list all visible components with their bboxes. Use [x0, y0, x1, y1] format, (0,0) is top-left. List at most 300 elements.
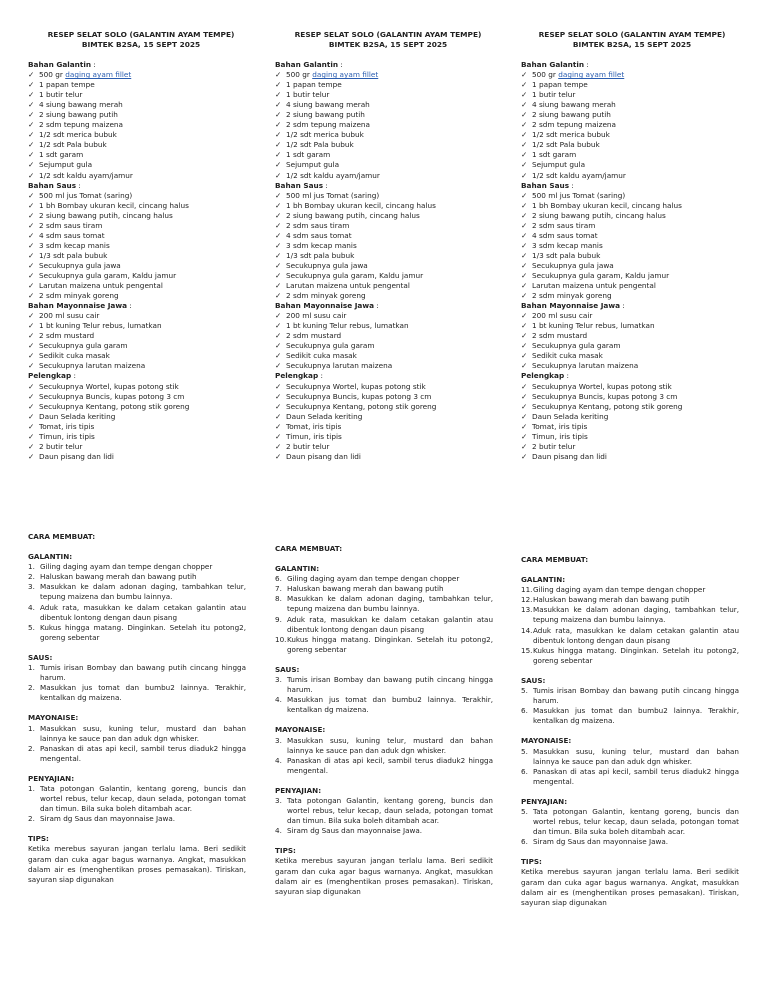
galantin-ingredient-item — [28, 100, 254, 110]
checkmark-icon: ✓ — [28, 291, 35, 301]
galantin-ingredient-item-text: 1 papan tempe — [39, 80, 95, 90]
checkmark-icon: ✓ — [28, 361, 35, 371]
galantin-ingredient-item-text: 1/2 sdt merica bubuk — [532, 130, 610, 140]
galantin-ingredient-item — [521, 130, 743, 140]
step-number: 15. — [521, 645, 533, 655]
galantin-ingredient-item — [521, 140, 743, 150]
pelengkap-ingredient-item — [521, 392, 743, 402]
galantin-ingredient-item-link[interactable]: daging ayam fillet — [558, 70, 625, 80]
galantin-ingredient-item-text: 1 sdt garam — [286, 150, 331, 160]
galantin-ingredient-item — [521, 70, 743, 80]
recipe-subtitle: BIMTEK B2SA, 15 SEPT 2025 — [328, 40, 448, 49]
recipe-method-column — [521, 555, 739, 908]
mayonaise-header: MAYONAISE: — [28, 713, 79, 723]
galantin-ingredient-item-text: 1/2 sdt Pala bubuk — [532, 140, 600, 150]
checkmark-icon: ✓ — [28, 80, 35, 90]
galantin-ingredient-item-text: 1 sdt garam — [39, 150, 84, 160]
galantin-ingredient-item — [275, 130, 501, 140]
checkmark-icon: ✓ — [28, 160, 35, 170]
galantin-ingredient-item-text: 2 sdm tepung maizena — [286, 120, 371, 130]
pelengkap-ingredient-item — [28, 432, 254, 442]
galantin-ingredient-item — [275, 70, 501, 80]
spacer — [28, 764, 246, 774]
galantin-step-text: Masukkan ke dalam adonan daging, tambahkan telur, tepung maizena dan bumbu lainnya. — [40, 582, 246, 602]
checkmark-icon: ✓ — [28, 110, 35, 120]
penyajian-header: PENYAJIAN: — [521, 796, 568, 806]
mayonaise-header: MAYONAISE: — [275, 725, 326, 735]
checkmark-icon: ✓ — [28, 120, 35, 130]
mayo-ingredient-item-text: 1 bt kuning Telur rebus, lumatkan — [532, 321, 655, 331]
saus-ingredient-header-text: Bahan Saus — [28, 180, 77, 190]
step-number: 1. — [28, 783, 35, 793]
checkmark-icon: ✓ — [521, 220, 528, 230]
checkmark-icon: ✓ — [28, 210, 35, 220]
saus-ingredient-item-text: 2 sdm minyak goreng — [532, 291, 612, 301]
checkmark-icon: ✓ — [28, 311, 35, 321]
pelengkap-ingredient-item-text: Daun pisang dan lidi — [39, 451, 114, 461]
saus-ingredient-item-text: 500 ml jus Tomat (saring) — [532, 190, 626, 200]
spacer — [275, 554, 493, 564]
saus-ingredient-item-text: 4 sdm saus tomat — [532, 230, 598, 240]
saus-ingredient-item — [521, 261, 743, 271]
checkmark-icon: ✓ — [275, 391, 282, 401]
checkmark-icon: ✓ — [275, 381, 282, 391]
step-number: 4. — [275, 755, 282, 765]
checkmark-icon: ✓ — [521, 240, 528, 250]
mayo-ingredient-header-colon: : — [374, 301, 379, 311]
pelengkap-ingredient-item — [28, 392, 254, 402]
mayonaise-step-text: Panaskan di atas api kecil, sambil terus diaduk2 hingga mengental. — [287, 755, 493, 775]
recipe-subtitle: BIMTEK B2SA, 15 SEPT 2025 — [572, 40, 692, 49]
mayonaise-step-text: Panaskan di atas api kecil, sambil terus diaduk2 hingga mengental. — [40, 743, 246, 763]
saus-ingredient-item — [275, 191, 501, 201]
checkmark-icon: ✓ — [275, 421, 282, 431]
galantin-header: GALANTIN: — [28, 552, 73, 562]
checkmark-icon: ✓ — [521, 351, 528, 361]
mayo-ingredient-item — [275, 361, 501, 371]
step-number: 3. — [275, 675, 282, 685]
pelengkap-ingredient-item-text: Secukupnya Kentang, potong stik goreng — [532, 401, 683, 411]
saus-ingredient-item — [521, 251, 743, 261]
penyajian-step — [521, 837, 739, 847]
mayo-ingredient-item — [28, 341, 254, 351]
checkmark-icon: ✓ — [521, 230, 528, 240]
saus-ingredient-header — [521, 181, 743, 191]
saus-header: SAUS: — [275, 664, 300, 674]
saus-ingredient-item-text: Larutan maizena untuk pengental — [39, 281, 163, 291]
mayo-ingredient-item-text: Secukupnya larutan maizena — [286, 361, 393, 371]
galantin-step — [28, 623, 246, 643]
galantin-ingredient-item — [28, 130, 254, 140]
galantin-ingredient-header — [28, 60, 254, 70]
galantin-step-text: Aduk rata, masukkan ke dalam cetakan galantin atau dibentuk lontong dengan daun pisang — [533, 625, 739, 645]
saus-ingredient-header-colon: : — [569, 180, 574, 190]
saus-header: SAUS: — [521, 675, 546, 685]
galantin-step — [275, 615, 493, 635]
galantin-step-text: Giling daging ayam dan tempe dengan chopper — [533, 585, 706, 595]
checkmark-icon: ✓ — [28, 351, 35, 361]
checkmark-icon: ✓ — [275, 431, 282, 441]
checkmark-icon: ✓ — [275, 291, 282, 301]
galantin-ingredient-item — [275, 110, 501, 120]
checkmark-icon: ✓ — [28, 260, 35, 270]
checkmark-icon: ✓ — [28, 381, 35, 391]
recipe-title: RESEP SELAT SOLO (GALANTIN AYAM TEMPE) — [294, 30, 482, 39]
galantin-ingredient-item — [521, 150, 743, 160]
step-number: 2. — [28, 743, 35, 753]
pelengkap-ingredient-item-text: Timun, iris tipis — [286, 431, 342, 441]
saus-ingredient-item-text: 2 siung bawang putih, cincang halus — [39, 210, 173, 220]
galantin-step — [28, 562, 246, 572]
checkmark-icon: ✓ — [28, 331, 35, 341]
pelengkap-ingredient-item-text: Secukupnya Wortel, kupas potong stik — [532, 381, 672, 391]
pelengkap-ingredient-item — [521, 452, 743, 462]
mayo-ingredient-item — [521, 321, 743, 331]
checkmark-icon: ✓ — [28, 100, 35, 110]
saus-ingredient-header-text: Bahan Saus — [275, 180, 324, 190]
checkmark-icon: ✓ — [275, 230, 282, 240]
mayo-ingredient-item-text: 2 sdm mustard — [39, 331, 95, 341]
saus-ingredient-item-text: 3 sdm kecap manis — [39, 240, 110, 250]
saus-ingredient-item-text: 1 bh Bombay ukuran kecil, cincang halus — [39, 200, 189, 210]
tips-header: TIPS: — [275, 846, 296, 856]
checkmark-icon: ✓ — [28, 391, 35, 401]
galantin-ingredient-item — [275, 171, 501, 181]
galantin-ingredient-item-text: 1/2 sdt kaldu ayam/jamur — [286, 170, 380, 180]
mayonaise-header: MAYONAISE: — [521, 736, 572, 746]
mayonaise-step — [275, 736, 493, 756]
mayo-ingredient-header-colon: : — [127, 301, 132, 311]
mayo-ingredient-item — [521, 311, 743, 321]
pelengkap-ingredient-item — [275, 452, 501, 462]
mayonaise-step — [28, 724, 246, 744]
checkmark-icon: ✓ — [28, 170, 35, 180]
galantin-ingredient-item — [28, 110, 254, 120]
checkmark-icon: ✓ — [28, 341, 35, 351]
cara-membuat-header: CARA MEMBUAT: — [275, 544, 343, 553]
galantin-step — [28, 582, 246, 602]
galantin-step — [28, 572, 246, 582]
galantin-ingredient-item-text: 4 siung bawang merah — [39, 100, 123, 110]
saus-ingredient-item — [28, 201, 254, 211]
galantin-ingredient-item-link[interactable]: daging ayam fillet — [65, 70, 132, 80]
galantin-ingredient-item — [521, 120, 743, 130]
step-number: 5. — [521, 806, 528, 816]
step-number: 4. — [28, 602, 35, 612]
checkmark-icon: ✓ — [521, 291, 528, 301]
checkmark-icon: ✓ — [28, 431, 35, 441]
pelengkap-ingredient-item — [28, 402, 254, 412]
recipe-subtitle: BIMTEK B2SA, 15 SEPT 2025 — [81, 40, 201, 49]
galantin-step-text: Haluskan bawang merah dan bawang putih — [287, 584, 444, 594]
step-number: 4. — [275, 695, 282, 705]
saus-ingredient-item — [275, 241, 501, 251]
ingredients-list — [28, 60, 254, 462]
galantin-ingredient-item — [28, 140, 254, 150]
checkmark-icon: ✓ — [28, 140, 35, 150]
galantin-ingredient-item — [521, 80, 743, 90]
mayo-ingredient-item — [521, 331, 743, 341]
saus-ingredient-item — [275, 211, 501, 221]
saus-step-text: Tumis irisan Bombay dan bawang putih cincang hingga harum. — [533, 686, 739, 706]
galantin-ingredient-header — [521, 60, 743, 70]
mayo-ingredient-item — [28, 331, 254, 341]
saus-ingredient-item — [521, 191, 743, 201]
saus-step-text: Masukkan jus tomat dan bumbu2 lainnya. Terakhir, kentalkan dg maizena. — [40, 683, 246, 703]
recipe-method-column — [28, 532, 246, 885]
saus-ingredient-item-text: Secukupnya gula jawa — [286, 260, 368, 270]
step-number: 6. — [521, 766, 528, 776]
pelengkap-ingredient-header-colon: : — [564, 371, 569, 381]
checkmark-icon: ✓ — [275, 140, 282, 150]
checkmark-icon: ✓ — [521, 150, 528, 160]
mayo-ingredient-item — [28, 321, 254, 331]
checkmark-icon: ✓ — [28, 200, 35, 210]
checkmark-icon: ✓ — [521, 381, 528, 391]
spacer — [521, 565, 739, 575]
mayo-ingredient-item — [28, 361, 254, 371]
galantin-step — [28, 603, 246, 623]
pelengkap-ingredient-header-colon: : — [71, 371, 76, 381]
pelengkap-ingredient-item-text: Daun Selada keriting — [286, 411, 363, 421]
mayo-ingredient-item-text: Secukupnya larutan maizena — [39, 361, 146, 371]
checkmark-icon: ✓ — [275, 311, 282, 321]
step-number: 11. — [521, 585, 533, 595]
step-number: 7. — [275, 584, 282, 594]
saus-ingredient-header-colon: : — [323, 180, 328, 190]
pelengkap-ingredient-header-text: Pelengkap — [275, 371, 319, 381]
galantin-ingredient-item-text: 2 siung bawang putih — [286, 110, 365, 120]
checkmark-icon: ✓ — [521, 431, 528, 441]
galantin-header: GALANTIN: — [275, 564, 320, 574]
mayo-ingredient-item-text: Sedikit cuka masak — [532, 351, 603, 361]
pelengkap-ingredient-item-text: Timun, iris tipis — [532, 431, 588, 441]
pelengkap-ingredient-item-text: 2 butir telur — [286, 441, 330, 451]
penyajian-step — [275, 796, 493, 826]
pelengkap-ingredient-item — [28, 382, 254, 392]
spacer — [521, 726, 739, 736]
checkmark-icon: ✓ — [28, 421, 35, 431]
tips-text: Ketika merebus sayuran jangan terlalu lama. Beri sedikit garam dan cuka agar bagus warnanya. Angkat, masukkan dalam air es (menghentikan proses pemasakan). Tiriskan, sayuran siap digunakan — [275, 856, 493, 896]
mayo-ingredient-item-text: 2 sdm mustard — [532, 331, 588, 341]
checkmark-icon: ✓ — [521, 130, 528, 140]
pelengkap-ingredient-item — [521, 432, 743, 442]
saus-ingredient-item-text: 1/3 sdt pala bubuk — [286, 250, 355, 260]
spacer — [275, 715, 493, 725]
saus-ingredient-item-text: 2 siung bawang putih, cincang halus — [532, 210, 666, 220]
saus-ingredient-item — [28, 291, 254, 301]
galantin-step — [521, 605, 739, 625]
penyajian-step — [28, 814, 246, 824]
saus-step — [275, 675, 493, 695]
galantin-step — [521, 646, 739, 666]
galantin-ingredient-item-text: 1/2 sdt merica bubuk — [39, 130, 117, 140]
pelengkap-ingredient-header-colon: : — [318, 371, 323, 381]
pelengkap-ingredient-item-text: Secukupnya Kentang, potong stik goreng — [286, 401, 437, 411]
checkmark-icon: ✓ — [521, 100, 528, 110]
galantin-step-text: Giling daging ayam dan tempe dengan chopper — [40, 562, 213, 572]
pelengkap-ingredient-item-text: 2 butir telur — [532, 441, 576, 451]
pelengkap-ingredient-item-text: Secukupnya Kentang, potong stik goreng — [39, 401, 190, 411]
galantin-ingredient-item-text: 1/2 sdt kaldu ayam/jamur — [39, 170, 133, 180]
galantin-ingredient-header-colon: : — [338, 60, 343, 69]
galantin-ingredient-item-text: 1/2 sdt Pala bubuk — [286, 140, 354, 150]
mayo-ingredient-item — [521, 341, 743, 351]
checkmark-icon: ✓ — [521, 401, 528, 411]
step-number: 4. — [275, 826, 282, 836]
saus-ingredient-item — [521, 211, 743, 221]
checkmark-icon: ✓ — [275, 190, 282, 200]
checkmark-icon: ✓ — [275, 200, 282, 210]
saus-ingredient-item — [28, 191, 254, 201]
saus-ingredient-item-text: 3 sdm kecap manis — [286, 240, 357, 250]
checkmark-icon: ✓ — [275, 220, 282, 230]
penyajian-step-text: Tata potongan Galantin, kentang goreng, buncis dan wortel rebus, telur kecap, daun selada, potongan tomat dan timun. Bila suka boleh ditambah acar. — [533, 806, 739, 837]
recipe-ingredients-column — [521, 30, 743, 462]
checkmark-icon: ✓ — [28, 321, 35, 331]
checkmark-icon: ✓ — [521, 441, 528, 451]
tips-text: Ketika merebus sayuran jangan terlalu lama. Beri sedikit garam dan cuka agar bagus warnanya. Angkat, masukkan dalam air es (menghentikan proses pemasakan). Tiriskan, sayuran siap digunakan — [521, 867, 739, 907]
penyajian-step-text: Siram dg Saus dan mayonnaise Jawa. — [533, 837, 669, 847]
galantin-ingredient-item-link[interactable]: daging ayam fillet — [312, 70, 379, 80]
step-number: 5. — [28, 622, 35, 632]
saus-ingredient-item-text: 1 bh Bombay ukuran kecil, cincang halus — [286, 200, 436, 210]
checkmark-icon: ✓ — [28, 220, 35, 230]
checkmark-icon: ✓ — [275, 100, 282, 110]
saus-ingredient-item — [521, 201, 743, 211]
checkmark-icon: ✓ — [28, 230, 35, 240]
step-number: 1. — [28, 663, 35, 673]
galantin-ingredient-item-text: 1 papan tempe — [532, 80, 588, 90]
galantin-ingredient-item-text: 1/2 sdt Pala bubuk — [39, 140, 107, 150]
mayo-ingredient-item-text: Secukupnya gula garam — [532, 341, 621, 351]
pelengkap-ingredient-item — [28, 452, 254, 462]
checkmark-icon: ✓ — [275, 270, 282, 280]
step-number: 1. — [28, 562, 35, 572]
pelengkap-ingredient-item-text: Secukupnya Wortel, kupas potong stik — [286, 381, 426, 391]
checkmark-icon: ✓ — [521, 260, 528, 270]
saus-ingredient-header-text: Bahan Saus — [521, 180, 570, 190]
mayo-ingredient-item-text: 1 bt kuning Telur rebus, lumatkan — [286, 321, 409, 331]
pelengkap-ingredient-header — [521, 371, 743, 381]
mayo-ingredient-item-text: Sedikit cuka masak — [39, 351, 110, 361]
checkmark-icon: ✓ — [275, 240, 282, 250]
saus-ingredient-item — [275, 221, 501, 231]
saus-ingredient-item — [275, 261, 501, 271]
checkmark-icon: ✓ — [275, 281, 282, 291]
checkmark-icon: ✓ — [521, 331, 528, 341]
saus-ingredient-item — [275, 291, 501, 301]
galantin-ingredient-header-colon: : — [91, 60, 96, 69]
saus-ingredient-item-text: Larutan maizena untuk pengental — [532, 281, 656, 291]
ingredients-list — [521, 60, 743, 462]
mayonaise-step-text: Masukkan susu, kuning telur, mustard dan bahan lainnya ke sauce pan dan aduk dgn whisker. — [533, 746, 739, 766]
checkmark-icon: ✓ — [275, 250, 282, 260]
checkmark-icon: ✓ — [275, 260, 282, 270]
checkmark-icon: ✓ — [28, 90, 35, 100]
saus-step-text: Tumis irisan Bombay dan bawang putih cincang hingga harum. — [287, 675, 493, 695]
mayo-ingredient-header — [275, 301, 501, 311]
step-number: 10. — [275, 634, 287, 644]
galantin-step-text: Kukus hingga matang. Dinginkan. Setelah itu potong2, goreng sebentar — [287, 634, 493, 654]
galantin-ingredient-item — [28, 171, 254, 181]
pelengkap-ingredient-item — [28, 442, 254, 452]
mayonaise-step-text: Panaskan di atas api kecil, sambil terus diaduk2 hingga mengental. — [533, 766, 739, 786]
galantin-ingredient-item — [275, 120, 501, 130]
checkmark-icon: ✓ — [275, 110, 282, 120]
galantin-step-text: Haluskan bawang merah dan bawang putih — [40, 572, 197, 582]
checkmark-icon: ✓ — [28, 130, 35, 140]
mayo-ingredient-item — [275, 331, 501, 341]
mayo-ingredient-item-text: Secukupnya gula garam — [39, 341, 128, 351]
pelengkap-ingredient-item-text: Daun pisang dan lidi — [532, 451, 607, 461]
galantin-ingredient-item — [275, 100, 501, 110]
spacer — [28, 542, 246, 552]
step-number: 12. — [521, 595, 533, 605]
mayo-ingredient-item-text: Secukupnya gula garam — [286, 341, 375, 351]
saus-ingredient-item — [28, 281, 254, 291]
galantin-ingredient-item-text: 2 sdm tepung maizena — [532, 120, 617, 130]
saus-ingredient-item-text: 500 ml jus Tomat (saring) — [286, 190, 380, 200]
mayonaise-step — [275, 756, 493, 776]
checkmark-icon: ✓ — [275, 150, 282, 160]
pelengkap-ingredient-header — [275, 371, 501, 381]
pelengkap-ingredient-item-text: Tomat, iris tipis — [39, 421, 95, 431]
galantin-ingredient-item — [521, 90, 743, 100]
mayo-ingredient-header-text: Bahan Mayonnaise Jawa — [28, 301, 128, 311]
checkmark-icon: ✓ — [521, 90, 528, 100]
pelengkap-ingredient-item-text: Daun Selada keriting — [39, 411, 116, 421]
checkmark-icon: ✓ — [275, 441, 282, 451]
checkmark-icon: ✓ — [521, 210, 528, 220]
cara-membuat-header: CARA MEMBUAT: — [28, 532, 96, 541]
spacer — [28, 824, 246, 834]
galantin-ingredient-item-text: 1 sdt garam — [532, 150, 577, 160]
checkmark-icon: ✓ — [521, 80, 528, 90]
mayo-ingredient-item — [275, 321, 501, 331]
saus-ingredient-item-text: Secukupnya gula garam, Kaldu jamur — [532, 270, 670, 280]
spacer — [275, 836, 493, 846]
pelengkap-ingredient-item — [521, 412, 743, 422]
tips-text: Ketika merebus sayuran jangan terlalu lama. Beri sedikit garam dan cuka agar bagus warnanya. Angkat, masukkan dalam air es (menghentikan proses pemasakan). Tiriskan, sayuran siap digunakan — [28, 844, 246, 884]
galantin-ingredient-item-text: 1 butir telur — [39, 90, 83, 100]
pelengkap-ingredient-item-text: 2 butir telur — [39, 441, 83, 451]
galantin-ingredient-item — [28, 70, 254, 80]
checkmark-icon: ✓ — [28, 441, 35, 451]
spacer — [28, 643, 246, 653]
pelengkap-ingredient-item-text: Tomat, iris tipis — [532, 421, 588, 431]
saus-ingredient-item-text: 1 bh Bombay ukuran kecil, cincang halus — [532, 200, 682, 210]
saus-step-text: Tumis irisan Bombay dan bawang putih cincang hingga harum. — [40, 663, 246, 683]
saus-ingredient-item — [28, 211, 254, 221]
checkmark-icon: ✓ — [521, 361, 528, 371]
penyajian-header: PENYAJIAN: — [275, 785, 322, 795]
saus-ingredient-item-text: 1/3 sdt pala bubuk — [532, 250, 601, 260]
saus-header: SAUS: — [28, 652, 53, 662]
galantin-ingredient-item — [275, 160, 501, 170]
saus-step — [521, 706, 739, 726]
step-number: 8. — [275, 594, 282, 604]
pelengkap-ingredient-header-text: Pelengkap — [521, 371, 565, 381]
checkmark-icon: ✓ — [521, 160, 528, 170]
galantin-ingredient-header-text: Bahan Galantin — [28, 60, 92, 69]
saus-ingredient-item — [28, 261, 254, 271]
mayo-ingredient-item-text: Sedikit cuka masak — [286, 351, 357, 361]
checkmark-icon: ✓ — [28, 411, 35, 421]
saus-ingredient-item-text: Secukupnya gula garam, Kaldu jamur — [286, 270, 424, 280]
galantin-ingredient-item-text: 1 papan tempe — [286, 80, 342, 90]
galantin-ingredient-header-text: Bahan Galantin — [521, 60, 585, 69]
